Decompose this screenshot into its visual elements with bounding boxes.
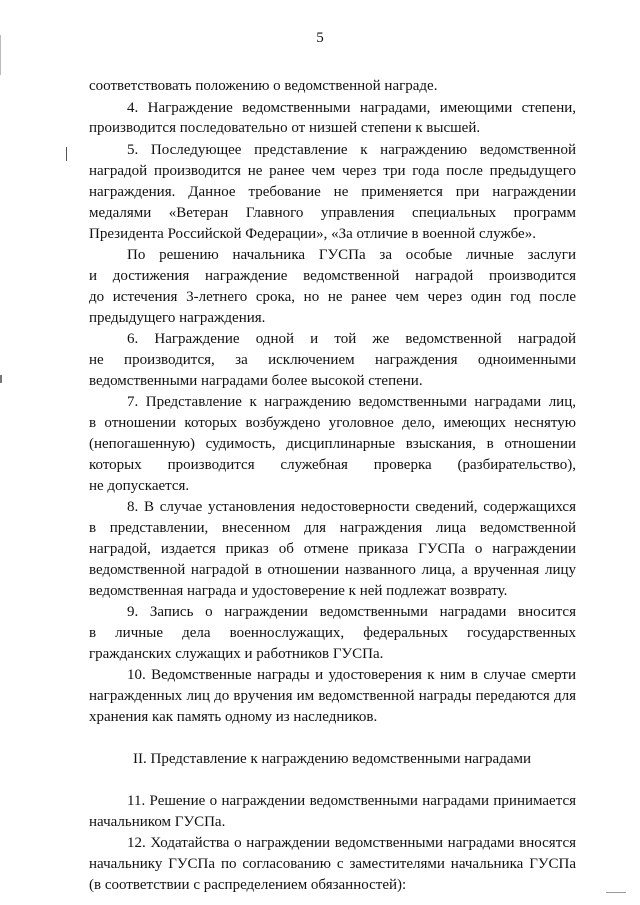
section-heading: II. Представление к награждению ведомственными наградами	[133, 751, 532, 767]
text-line: 10. Ведомственные награды и удостоверения к ним в случае смерти	[127, 667, 576, 683]
text-line: производится последовательно от низшей степени к высшей.	[89, 120, 481, 136]
text-line: 6. Награждение одной и той же ведомственной наградой	[127, 331, 576, 347]
margin-mark	[66, 147, 67, 161]
text-line: награждения. Данное требование не применяется при награждении	[89, 184, 576, 200]
text-line: (в соответствии с распределением обязанностей):	[89, 877, 407, 893]
text-line: 5. Последующее представление к награждению ведомственной	[127, 142, 576, 158]
scan-edge-mark	[0, 375, 2, 383]
text-line: наградой, издается приказ об отмене приказа ГУСПа о награждении	[89, 541, 576, 557]
text-line: ведомственными наградами более высокой степени.	[89, 373, 423, 389]
text-line: в личные дела военнослужащих, федеральных государственных	[89, 625, 576, 641]
text-line: до истечения 3-летнего срока, но не ранее чем через один год после	[89, 289, 576, 305]
text-line: ведомственная награда и удостоверение к ней подлежат возврату.	[89, 583, 508, 599]
text-line: ведомственной наградой в отношении названного лица, а врученная лицу	[89, 562, 576, 578]
text-line: которых производится служебная проверка (разбирательство),	[89, 457, 576, 473]
text-line: хранения как память одному из наследников.	[89, 709, 378, 725]
text-line: предыдущего награждения.	[89, 310, 266, 326]
text-line: 7. Представление к награждению ведомственными наградами лиц,	[127, 394, 576, 410]
text-line: наградой производится не ранее чем через три года после предыдущего	[89, 163, 576, 179]
page-number: 5	[316, 30, 324, 46]
text-line: 4. Награждение ведомственными наградами, имеющими степени,	[127, 100, 576, 116]
text-line: награжденных лиц до вручения им ведомственной награды передаются для	[89, 688, 576, 704]
text-line: не производится, за исключением награждения одноименными	[89, 352, 576, 368]
text-line: гражданских служащих и работников ГУСПа.	[89, 646, 384, 662]
text-line: 8. В случае установления недостоверности сведений, содержащихся	[127, 499, 576, 515]
text-line: в отношении которых возбуждено уголовное дело, имеющих неснятую	[89, 415, 576, 431]
text-line: Президента Российской Федерации», «За отличие в военной службе».	[89, 226, 536, 242]
text-line: не допускается.	[89, 478, 190, 494]
text-line: 11. Решение о награждении ведомственными наградами принимается	[127, 793, 576, 809]
text-line: соответствовать положению о ведомственной награде.	[89, 78, 438, 94]
text-line: в представлении, внесенном для награждения лица ведомственной	[89, 520, 576, 536]
text-line: медалями «Ветеран Главного управления специальных программ	[89, 205, 576, 221]
text-line: 9. Запись о награждении ведомственными наградами вносится	[127, 604, 576, 620]
text-line: начальником ГУСПа.	[89, 814, 226, 830]
text-line: начальнику ГУСПа по согласованию с заместителями начальника ГУСПа	[89, 856, 576, 872]
scan-corner-mark	[606, 892, 626, 893]
text-line: (непогашенную) судимость, дисциплинарные взыскания, в отношении	[89, 436, 576, 452]
text-line: 12. Ходатайства о награждении ведомственными наградами вносятся	[127, 835, 576, 851]
text-line: По решению начальника ГУСПа за особые личные заслуги	[127, 247, 576, 263]
text-line: и достижения награждение ведомственной наградой производится	[89, 268, 576, 284]
